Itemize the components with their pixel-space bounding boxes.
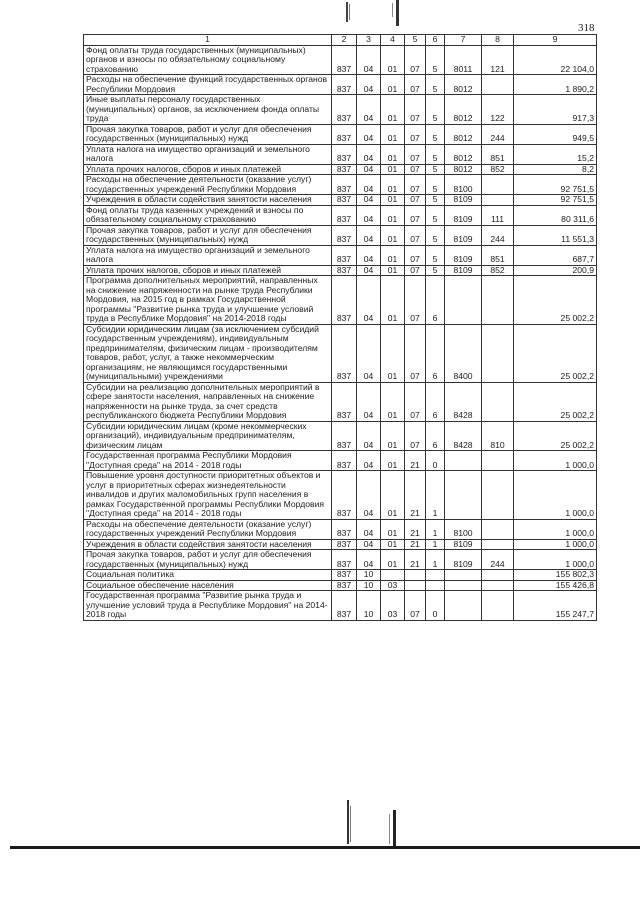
row-cell-col3: 04 [357,45,381,75]
row-cell-col6: 5 [426,195,445,206]
row-cell-col9: 1 000,0 [514,519,597,539]
row-cell-col3: 04 [357,539,381,550]
row-name-cell: Прочая закупка товаров, работ и услуг для обеспечения государственных (муниципальных) нужд [84,225,332,245]
row-cell-col5: 21 [405,550,426,570]
row-name-cell: Субсидии на реализацию дополнительных мероприятий в сфере занятости населения, направленных на снижение напряженности на рынке труда, за счет средств республиканского бюджета Республики Мордовия [84,382,332,421]
row-cell-col9: 25 002,2 [514,382,597,421]
row-name-cell: Прочая закупка товаров, работ и услуг для обеспечения государственных (муниципальных) нужд [84,550,332,570]
row-cell-col9: 15,2 [514,144,597,164]
row-cell-col3: 10 [357,580,381,591]
table-row [84,144,597,164]
row-cell-col9: 25 002,2 [514,276,597,325]
table-row [84,205,597,225]
row-cell-col6: 6 [426,382,445,421]
row-cell-col2: 837 [332,471,357,520]
row-cell-col9: 22 104,0 [514,45,597,75]
row-cell-col3: 04 [357,175,381,195]
row-cell-col6: 5 [426,245,445,265]
row-cell-col3: 04 [357,451,381,471]
row-cell-col8: 852 [482,164,514,175]
row-cell-col8 [482,570,514,581]
row-name-cell: Уплата прочих налогов, сборов и иных платежей [84,164,332,175]
row-cell-col4: 01 [381,471,405,520]
row-cell-col9: 1 000,0 [514,550,597,570]
row-cell-col7 [445,471,482,520]
row-cell-col8 [482,324,514,382]
row-cell-col3: 04 [357,550,381,570]
row-name-cell: Уплата прочих налогов, сборов и иных платежей [84,265,332,276]
row-cell-col2: 837 [332,195,357,206]
table-row [84,539,597,550]
row-cell-col7: 8109 [445,245,482,265]
row-cell-col9: 155 247,7 [514,591,597,621]
row-cell-col5: 07 [405,225,426,245]
row-cell-col8 [482,276,514,325]
row-cell-col6: 5 [426,164,445,175]
row-cell-col7: 8012 [445,75,482,95]
row-cell-col8 [482,471,514,520]
row-cell-col9: 917,3 [514,95,597,125]
row-cell-col5: 07 [405,164,426,175]
row-cell-col2: 837 [332,570,357,581]
row-cell-col7: 8100 [445,519,482,539]
row-cell-col4: 01 [381,245,405,265]
table-row [84,225,597,245]
row-cell-col6: 1 [426,471,445,520]
row-cell-col2: 837 [332,45,357,75]
row-cell-col5: 07 [405,45,426,75]
row-cell-col5: 07 [405,124,426,144]
row-cell-col2: 837 [332,421,357,451]
row-cell-col5: 07 [405,421,426,451]
row-name-cell: Социальная политика [84,570,332,581]
table-row [84,382,597,421]
row-cell-col2: 837 [332,539,357,550]
table-row [84,550,597,570]
row-cell-col5: 07 [405,324,426,382]
column-header-9: 9 [514,35,597,46]
row-cell-col3: 04 [357,324,381,382]
row-cell-col8 [482,382,514,421]
row-name-cell: Субсидии юридическим лицам (за исключением субсидий государственным учреждениям), индивидуальным предпринимателям, физическим лицам - производителям товаров, работ, услуг, а также некоммерческим организациям, не являющимся государственными (муниципальными) учреждениями [84,324,332,382]
table-row [84,519,597,539]
row-cell-col9: 1 000,0 [514,471,597,520]
row-cell-col4: 01 [381,519,405,539]
row-cell-col5: 07 [405,276,426,325]
row-cell-col7: 8011 [445,45,482,75]
row-cell-col8 [482,75,514,95]
row-cell-col9: 25 002,2 [514,421,597,451]
table-row [84,570,597,581]
row-cell-col2: 837 [332,205,357,225]
row-cell-col4: 01 [381,45,405,75]
row-cell-col5: 21 [405,539,426,550]
row-cell-col4: 01 [381,144,405,164]
row-cell-col2: 837 [332,519,357,539]
row-cell-col7: 8100 [445,175,482,195]
row-cell-col3: 04 [357,265,381,276]
row-name-cell: Фонд оплаты труда государственных (муниципальных) органов и взносы по обязательному социальному страхованию [84,45,332,75]
row-cell-col3: 04 [357,124,381,144]
row-cell-col7: 8109 [445,539,482,550]
row-cell-col4: 01 [381,164,405,175]
row-cell-col4: 01 [381,75,405,95]
row-cell-col9: 155 802,3 [514,570,597,581]
row-cell-col6: 5 [426,175,445,195]
table-row [84,580,597,591]
row-name-cell: Социальное обеспечение населения [84,580,332,591]
row-cell-col5: 07 [405,175,426,195]
column-header-5: 5 [405,35,426,46]
binding-mark-bottom [340,800,400,846]
table-row [84,75,597,95]
row-name-cell: Учреждения в области содействия занятости населения [84,195,332,206]
row-cell-col3: 04 [357,225,381,245]
row-cell-col6: 5 [426,205,445,225]
row-cell-col4: 01 [381,225,405,245]
row-cell-col7 [445,591,482,621]
row-cell-col9: 1 000,0 [514,451,597,471]
row-cell-col7: 8109 [445,205,482,225]
row-cell-col2: 837 [332,245,357,265]
row-cell-col9: 8,2 [514,164,597,175]
row-cell-col4: 03 [381,580,405,591]
row-cell-col4: 03 [381,591,405,621]
table-row [84,591,597,621]
row-cell-col9: 687,7 [514,245,597,265]
row-cell-col8 [482,591,514,621]
row-cell-col3: 04 [357,95,381,125]
row-cell-col6: 6 [426,421,445,451]
row-cell-col8 [482,580,514,591]
row-cell-col8: 810 [482,421,514,451]
row-cell-col4: 01 [381,95,405,125]
row-cell-col2: 837 [332,95,357,125]
table-row [84,324,597,382]
page-bottom-rule [10,846,640,849]
row-cell-col7: 8109 [445,265,482,276]
row-cell-col8: 244 [482,550,514,570]
row-cell-col7 [445,570,482,581]
column-header-7: 7 [445,35,482,46]
row-cell-col6: 0 [426,451,445,471]
row-cell-col2: 837 [332,382,357,421]
row-cell-col8 [482,451,514,471]
row-cell-col7 [445,451,482,471]
row-name-cell: Учреждения в области содействия занятости населения [84,539,332,550]
row-name-cell: Расходы на обеспечение деятельности (оказание услуг) государственных учреждений Республики Мордовия [84,519,332,539]
row-cell-col9: 92 751,5 [514,175,597,195]
row-cell-col6 [426,570,445,581]
row-cell-col7: 8012 [445,124,482,144]
row-name-cell: Субсидии юридическим лицам (кроме некоммерческих организаций), индивидуальным предпринимателям, физическим лицам [84,421,332,451]
row-cell-col9: 155 426,8 [514,580,597,591]
row-cell-col4: 01 [381,539,405,550]
row-cell-col3: 04 [357,144,381,164]
row-cell-col5: 07 [405,382,426,421]
budget-table [83,34,597,621]
row-name-cell: Государственная программа "Развитие рынка труда и улучшение условий труда в Республике Мордовия" на 2014-2018 годы [84,591,332,621]
row-cell-col9: 80 311,6 [514,205,597,225]
row-cell-col2: 837 [332,550,357,570]
row-cell-col8: 851 [482,245,514,265]
row-cell-col4: 01 [381,175,405,195]
row-cell-col8: 121 [482,45,514,75]
row-name-cell: Фонд оплаты труда казенных учреждений и взносы по обязательному социальному страхованию [84,205,332,225]
row-cell-col6: 5 [426,45,445,75]
row-cell-col3: 04 [357,75,381,95]
row-cell-col5 [405,580,426,591]
row-cell-col5: 07 [405,75,426,95]
row-cell-col8 [482,519,514,539]
row-cell-col8: 244 [482,225,514,245]
row-name-cell: Программа дополнительных мероприятий, направленных на снижение напряженности на рынке труда Республики Мордовия, на 2015 год в рамках Государственной программы "Развитие рынка труда и улучшение условий труда в Республике Мордовия" на 2014-2018 годы [84,276,332,325]
table-row [84,451,597,471]
table-row [84,471,597,520]
row-cell-col2: 837 [332,164,357,175]
row-cell-col9: 1 000,0 [514,539,597,550]
row-cell-col3: 04 [357,276,381,325]
row-cell-col7: 8012 [445,164,482,175]
row-cell-col2: 837 [332,580,357,591]
row-cell-col3: 04 [357,382,381,421]
row-cell-col4: 01 [381,195,405,206]
row-cell-col2: 837 [332,591,357,621]
row-cell-col4: 01 [381,124,405,144]
row-cell-col6: 5 [426,225,445,245]
table-row [84,265,597,276]
row-cell-col9: 1 890,2 [514,75,597,95]
row-cell-col5: 07 [405,195,426,206]
row-cell-col4 [381,570,405,581]
row-cell-col3: 10 [357,591,381,621]
row-cell-col2: 837 [332,265,357,276]
row-cell-col7: 8109 [445,550,482,570]
table-row [84,195,597,206]
table-row [84,421,597,451]
row-name-cell: Повышение уровня доступности приоритетных объектов и услуг в приоритетных сферах жизнедеятельности инвалидов и других маломобильных групп населения в рамках Государственной программы Республики Мордовия "Доступная среда" на 2014 - 2018 годы [84,471,332,520]
row-cell-col2: 837 [332,144,357,164]
table-row [84,95,597,125]
row-cell-col2: 837 [332,276,357,325]
row-cell-col4: 01 [381,550,405,570]
row-cell-col3: 10 [357,570,381,581]
row-cell-col6: 5 [426,265,445,276]
row-cell-col3: 04 [357,421,381,451]
row-cell-col9: 92 751,5 [514,195,597,206]
row-cell-col5: 07 [405,144,426,164]
row-cell-col6: 1 [426,519,445,539]
row-cell-col8: 244 [482,124,514,144]
row-cell-col2: 837 [332,124,357,144]
row-cell-col5: 07 [405,245,426,265]
row-cell-col9: 949,5 [514,124,597,144]
row-cell-col7: 8109 [445,195,482,206]
row-cell-col6: 1 [426,539,445,550]
row-cell-col4: 01 [381,276,405,325]
row-cell-col8 [482,175,514,195]
row-name-cell: Уплата налога на имущество организаций и земельного налога [84,144,332,164]
row-cell-col8 [482,539,514,550]
row-cell-col7: 8012 [445,95,482,125]
table-row [84,124,597,144]
row-name-cell: Иные выплаты персоналу государственных (муниципальных) органов, за исключением фонда оплаты труда [84,95,332,125]
row-cell-col7: 8428 [445,382,482,421]
row-cell-col7: 8428 [445,421,482,451]
table-row [84,45,597,75]
row-cell-col6 [426,580,445,591]
row-cell-col2: 837 [332,175,357,195]
row-cell-col6: 6 [426,324,445,382]
row-name-cell: Прочая закупка товаров, работ и услуг для обеспечения государственных (муниципальных) нужд [84,124,332,144]
row-cell-col6: 1 [426,550,445,570]
column-header-3: 3 [357,35,381,46]
row-cell-col8: 111 [482,205,514,225]
table-row [84,276,597,325]
row-cell-col8: 122 [482,95,514,125]
row-cell-col2: 837 [332,75,357,95]
row-cell-col5: 21 [405,471,426,520]
row-cell-col7: 8109 [445,225,482,245]
row-cell-col6: 5 [426,95,445,125]
row-name-cell: Уплата налога на имущество организаций и земельного налога [84,245,332,265]
binding-mark-top [340,0,400,26]
row-cell-col4: 01 [381,382,405,421]
row-cell-col3: 04 [357,164,381,175]
row-cell-col7: 8400 [445,324,482,382]
row-cell-col5: 21 [405,519,426,539]
row-cell-col2: 837 [332,324,357,382]
row-cell-col3: 04 [357,471,381,520]
table-row [84,175,597,195]
page-number: 318 [578,22,595,34]
row-cell-col5: 07 [405,591,426,621]
row-cell-col4: 01 [381,421,405,451]
row-cell-col5: 07 [405,95,426,125]
row-cell-col6: 5 [426,144,445,164]
row-cell-col2: 837 [332,451,357,471]
column-header-1: 1 [84,35,332,46]
row-cell-col3: 04 [357,519,381,539]
row-cell-col7: 8012 [445,144,482,164]
row-cell-col8: 852 [482,265,514,276]
row-cell-col3: 04 [357,195,381,206]
row-cell-col4: 01 [381,205,405,225]
header-row [84,35,597,46]
row-cell-col8: 851 [482,144,514,164]
row-cell-col8 [482,195,514,206]
row-cell-col9: 25 002,2 [514,324,597,382]
row-cell-col7 [445,276,482,325]
row-cell-col9: 200,9 [514,265,597,276]
row-cell-col4: 01 [381,451,405,471]
row-cell-col3: 04 [357,245,381,265]
row-cell-col4: 01 [381,265,405,276]
row-cell-col6: 5 [426,124,445,144]
row-cell-col7 [445,580,482,591]
row-cell-col5: 07 [405,265,426,276]
row-name-cell: Государственная программа Республики Мордовия "Доступная среда" на 2014 - 2018 годы [84,451,332,471]
row-cell-col5: 21 [405,451,426,471]
row-cell-col5: 07 [405,205,426,225]
column-header-8: 8 [482,35,514,46]
column-header-4: 4 [381,35,405,46]
row-cell-col9: 11 551,3 [514,225,597,245]
column-header-2: 2 [332,35,357,46]
table-row [84,245,597,265]
row-cell-col2: 837 [332,225,357,245]
row-cell-col6: 0 [426,591,445,621]
row-cell-col3: 04 [357,205,381,225]
row-cell-col4: 01 [381,324,405,382]
row-cell-col6: 6 [426,276,445,325]
row-name-cell: Расходы на обеспечение деятельности (оказание услуг) государственных учреждений Республики Мордовия [84,175,332,195]
column-header-6: 6 [426,35,445,46]
row-name-cell: Расходы на обеспечение функций государственных органов Республики Мордовия [84,75,332,95]
table-row [84,164,597,175]
row-cell-col6: 5 [426,75,445,95]
row-cell-col5 [405,570,426,581]
